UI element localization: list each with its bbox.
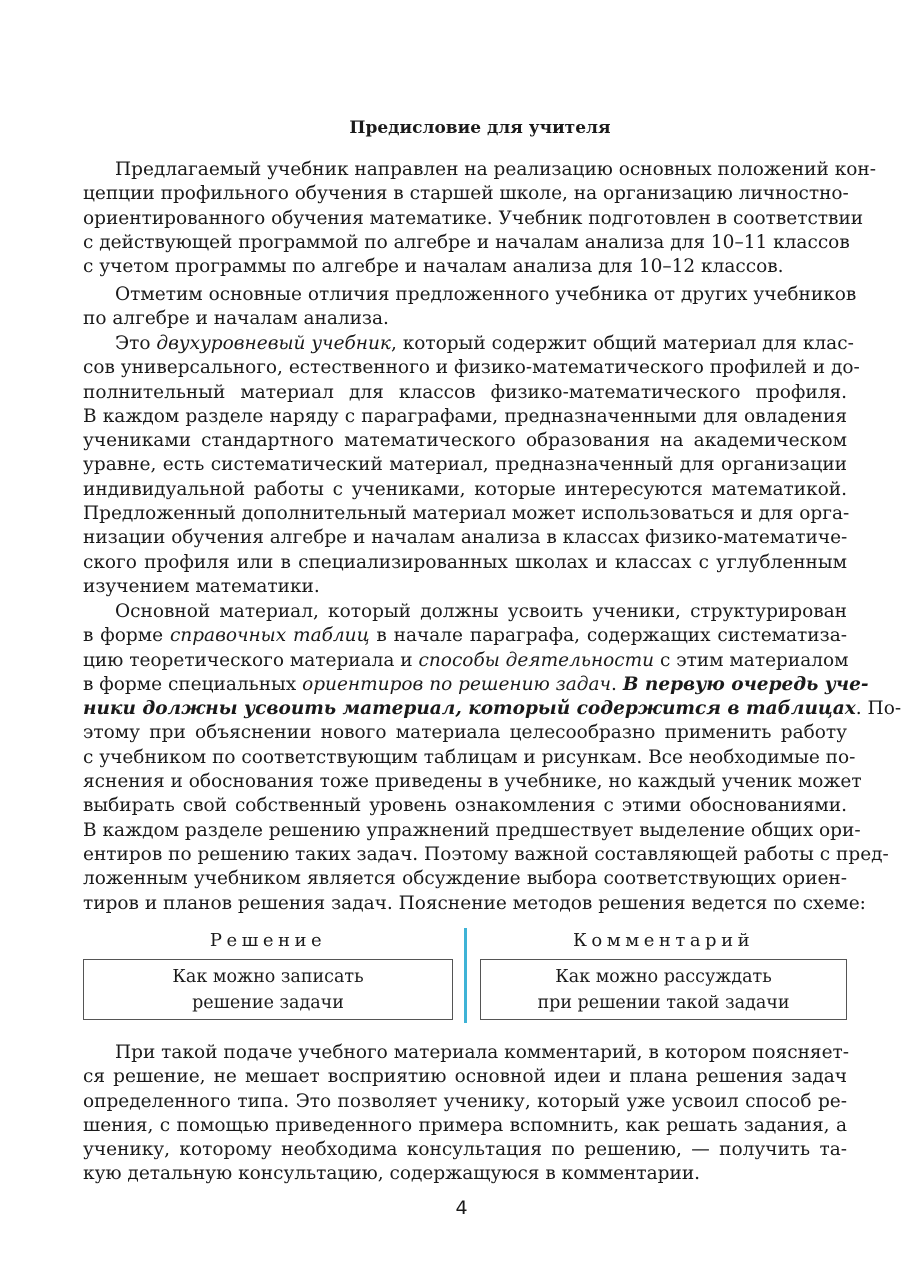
text-line: с учетом программы по алгебре и началам анализа для 10–12 классов.: [83, 256, 784, 278]
text-line: ученику, которому необходима консультация по решению, — получить та-: [83, 1139, 847, 1161]
text-line: Предлагаемый учебник направлен на реализацию основных положений кон-: [115, 159, 876, 180]
text-line: определенного типа. Это позволяет ученику, который уже усвоил способ ре-: [83, 1090, 847, 1112]
text-line: в форме справочных таблиц в начале параграфа, содержащих систематиза-: [83, 625, 847, 647]
bold-emphasis-text: ники должны усвоить материал, который содержится в таблицах: [83, 698, 856, 720]
text-line: с учебником по соответствующим таблицам и рисункам. Все необходимые по-: [83, 746, 856, 768]
text-line: В каждом разделе решению упражнений предшествует выделение общих ори-: [83, 819, 861, 841]
commentary-box-line: Как можно рассуждать: [555, 967, 772, 987]
text-line: ники должны усвоить материал, который содержится в таблицах. По-: [83, 698, 902, 720]
solution-box-line: Как можно записать: [172, 967, 364, 987]
solution-header: Решение: [209, 930, 327, 951]
text-line: низации обучения алгебре и началам анализа в классах физико-математиче-: [83, 527, 848, 549]
paragraph-3: [83, 332, 860, 599]
text-line: ского профиля или в специализированных школах и классах с углубленным: [83, 551, 847, 573]
column-divider: [464, 928, 467, 1023]
text-line: Это двухуровневый учебник, который содержит общий материал для клас-: [115, 333, 854, 354]
text-line: ориентированного обучения математике. Учебник подготовлен в соответствии: [83, 207, 864, 229]
text-line: в форме специальных ориентиров по решению задач. В первую очередь уче-: [83, 673, 869, 695]
text-line: этому при объяснении нового материала целесообразно применить работу: [83, 722, 847, 744]
paragraph-5: [83, 1041, 850, 1187]
emphasis-text: двухуровневый учебник: [156, 333, 391, 354]
text-line: учениками стандартного математического образования на академическом: [83, 430, 847, 452]
text-line: цепции профильного обучения в старшей школе, на организацию личностно-: [83, 183, 849, 205]
emphasis-text: способы деятельности: [418, 649, 655, 671]
text-line: цию теоретического материала и способы деятельности с этим материалом: [83, 649, 849, 671]
text-line: Отметим основные отличия предложенного учебника от других учебников: [115, 284, 857, 305]
text-line: Предложенный дополнительный материал может использоваться и для орга-: [83, 503, 850, 525]
text-line: ся решение, не мешает восприятию основной идеи и плана решения задач: [83, 1066, 847, 1088]
text-line: тиров и планов решения задач. Пояснение методов решения ведется по схеме:: [83, 892, 866, 914]
text-line: уравне, есть систематический материал, предназначенный для организации: [83, 454, 847, 476]
emphasis-text: справочных таблиц: [169, 625, 370, 647]
text-line: сов универсального, естественного и физико-математического профилей и до-: [83, 357, 860, 379]
commentary-box-line: при решении такой задачи: [537, 993, 790, 1013]
text-line: кую детальную консультацию, содержащуюся в комментарии.: [83, 1163, 701, 1185]
text-line: изучением математики.: [83, 575, 320, 597]
text-line: с действующей программой по алгебре и началам анализа для 10–11 классов: [83, 231, 850, 253]
bold-emphasis-text: В первую очередь уче-: [622, 673, 869, 695]
solution-commentary-scheme: [83, 928, 847, 1024]
commentary-box: [480, 959, 847, 1020]
text-line: индивидуальной работы с учениками, которые интересуются математикой.: [83, 478, 847, 500]
page-title: Предисловие для учителя: [349, 118, 611, 138]
text-line: ложенным учебником является обсуждение выбора соответствующих ориен-: [83, 868, 847, 890]
paragraph-2: [83, 283, 857, 332]
text-line: При такой подаче учебного материала комментарий, в котором поясняет-: [115, 1042, 850, 1063]
text-line: яснения и обоснования тоже приведены в учебнике, но каждый ученик может: [83, 771, 862, 793]
paragraph-4: [83, 600, 902, 916]
emphasis-text: ориентиров по решению задач: [302, 673, 612, 695]
text-line: выбирать свой собственный уровень ознакомления с этими обоснованиями.: [83, 795, 847, 817]
text-line: полнительный материал для классов физико-математического профиля.: [83, 381, 847, 403]
page-number: 4: [455, 1197, 468, 1219]
commentary-header: Комментарий: [572, 930, 755, 951]
text-line: В каждом разделе наряду с параграфами, предназначенными для овладения: [83, 405, 847, 427]
solution-box-line: решение задачи: [192, 993, 344, 1013]
text-line: Основной материал, который должны усвоить ученики, структурирован: [115, 601, 847, 622]
paragraph-1: [83, 158, 876, 279]
solution-box: [83, 959, 453, 1020]
text-line: шения, с помощью приведенного примера вспомнить, как решать задания, а: [83, 1114, 847, 1136]
text-line: ентиров по решению таких задач. Поэтому важной составляющей работы с пред-: [83, 843, 889, 865]
text-line: по алгебре и началам анализа.: [83, 308, 389, 330]
